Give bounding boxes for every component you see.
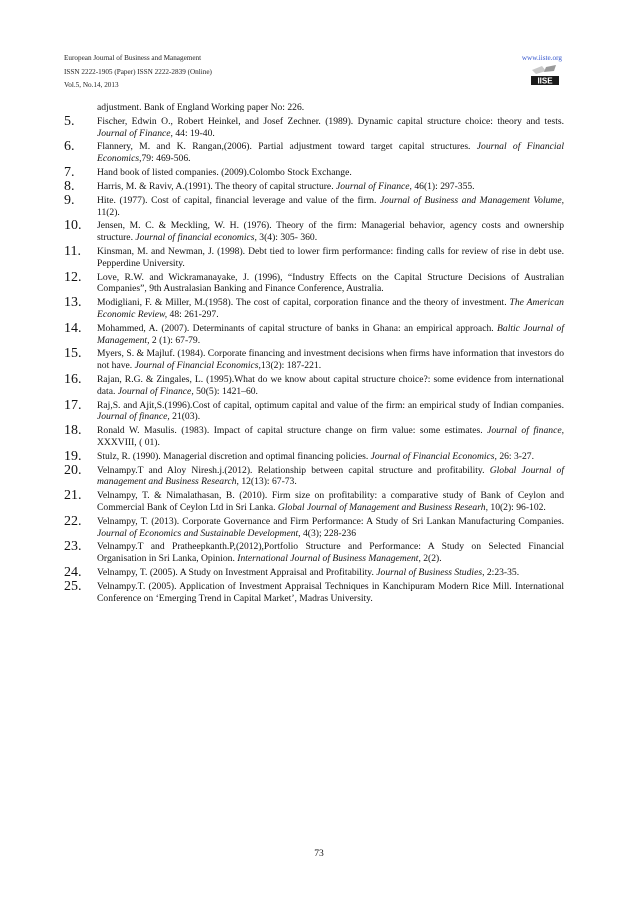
- reference-item: [64, 320, 565, 346]
- reference-source: Baltic Journal of Management,: [97, 322, 565, 346]
- reference-source: Journal of financial economics,: [135, 232, 257, 244]
- reference-source: The American Economic Review,: [97, 297, 564, 320]
- reference-item: [64, 348, 564, 371]
- logo-wing-shape-right: [544, 65, 556, 72]
- reference-text: Fischer, Edwin O., Robert Heinkel, and Josef Zechner. (1989). Dynamic capital structure choice: theory and tests.: [97, 115, 564, 127]
- reference-text: , 4(3); 228-236: [298, 527, 356, 539]
- reference-number: 18.: [64, 423, 82, 439]
- reference-text: Hite. (1977). Cost of capital, financial leverage and value of the firm.: [97, 194, 380, 206]
- reference-source: Journal of Financial Economics: [134, 360, 259, 372]
- reference-number: 15.: [64, 346, 82, 362]
- reference-text: Modigliani, F. & Miller, M.(1958). The cost of capital, corporation finance and the theory of investment.: [97, 297, 510, 309]
- reference-text: ,13(2): 187-221.: [258, 360, 322, 372]
- reference-text: , 12(13): 67-73.: [236, 476, 297, 488]
- reference-item: [64, 567, 564, 579]
- reference-text: adjustment. Bank of England Working paper No: 226.: [97, 102, 305, 113]
- reference-item: [64, 167, 564, 179]
- reference-text: Velnampy, T. & Nimalathasan, B. (2010). Firm size on profitability: a comparative study of Bank of Ceylon and Commercial Bank of Ceylon Ltd in Sri Lanka.: [97, 490, 564, 513]
- reference-number: 11.: [64, 244, 81, 260]
- iiste-logo: [530, 64, 560, 85]
- reference-text: Velnampy.T and Pratheepkanth.P,(2012),Portfolio Structure and Performance: A Study on Selected Financial Organisation in Sri Lanka, Opinion.: [97, 541, 564, 565]
- reference-text: Velnampy, T. (2005). A Study on Investment Appraisal and Profitability.: [97, 567, 377, 579]
- reference-number: 7.: [64, 165, 75, 181]
- logo-lettering: IISE: [537, 76, 553, 85]
- reference-item: [64, 513, 564, 539]
- logo-wing-shape: [532, 66, 546, 74]
- reference-text: , 2:23-35.: [482, 567, 520, 579]
- reference-source: Global Journal of Management and Business Researh,: [277, 501, 488, 513]
- reference-text: Kinsman, M. and Newman, J. (1998). Debt tied to lower firm performance: finding calls for review of rise in debt use. Pepperdine University.: [97, 246, 564, 269]
- reference-number: 14.: [64, 320, 82, 336]
- reference-number: 5.: [64, 113, 75, 129]
- reference-text: 26: 3-27.: [496, 450, 534, 462]
- reference-source: Journal of finance,: [487, 425, 564, 437]
- reference-item: [64, 102, 564, 114]
- reference-text: 48: 261-297.: [167, 308, 219, 320]
- reference-item: [64, 541, 564, 564]
- reference-item: [64, 141, 564, 164]
- reference-source: Global Journal of management and Business Research: [97, 464, 564, 488]
- reference-source: Journal of Financial Economics: [97, 141, 565, 165]
- reference-item: [64, 220, 564, 243]
- reference-source: Journal of Finance: [117, 385, 192, 397]
- reference-number: 25.: [64, 578, 82, 594]
- reference-text: Velnampy, T. (2013). Corporate Governance and Firm Performance: A Study of Sri Lankan Manufacturing Companies.: [97, 515, 564, 527]
- reference-item: [64, 113, 564, 139]
- reference-number: 20.: [64, 462, 82, 478]
- reference-text: 2 (1): 67-79.: [149, 334, 201, 346]
- reference-text: Hand book of listed companies. (2009).Colombo Stock Exchange.: [97, 167, 352, 179]
- reference-text: Myers, S. & Majluf. (1984). Corporate financing and investment decisions when firms have information that investors do not have.: [97, 348, 564, 372]
- reference-number: 23.: [64, 539, 82, 555]
- issn-line: ISSN 2222-1905 (Paper) ISSN 2222-2839 (Online): [64, 67, 212, 76]
- reference-text: 3(4): 305- 360.: [256, 232, 318, 244]
- reference-item: [64, 448, 564, 464]
- reference-number: 24.: [64, 565, 82, 581]
- reference-item: [64, 269, 564, 295]
- reference-item: [64, 246, 564, 269]
- reference-source: Journal of Business Studies: [376, 567, 483, 579]
- reference-text: 11(2).: [97, 206, 120, 218]
- reference-text: XXXVIII, ( 01).: [97, 436, 160, 448]
- journal-name: European Journal of Business and Management: [64, 54, 202, 62]
- reference-text: , 46(1): 297-355.: [409, 180, 475, 192]
- reference-number: 17.: [64, 397, 82, 413]
- reference-source: Journal of Financial Economics,: [370, 450, 497, 462]
- reference-number: 6.: [64, 139, 75, 155]
- reference-text: Velnampy.T and Aloy Niresh.j.(2012). Relationship between capital structure and profitability.: [97, 464, 490, 476]
- reference-text: 21(03).: [169, 411, 201, 423]
- reference-text: Love, R.W. and Wickramanayake, J. (1996), “Industry Effects on the Capital Structure Decisions of Australian Companies”, 9th Australasian Banking and Finance Conference, Australia.: [97, 271, 564, 295]
- reference-text: Velnampy.T. (2005). Application of Investment Appraisal Techniques in Kanchipuram Modern Rice Mill. International Conference on ‘Emerging Trend in Capital Market’, Madras University.: [97, 580, 564, 604]
- reference-source: Journal of Business and Management Volume,: [379, 194, 564, 206]
- reference-number: 21.: [64, 488, 82, 504]
- reference-number: 8.: [64, 178, 75, 194]
- reference-number: 10.: [64, 218, 82, 234]
- reference-text: , 2(2).: [418, 553, 442, 565]
- reference-text: Mohammed, A. (2007). Determinants of capital structure of banks in Ghana: an empirical approach.: [97, 322, 498, 334]
- reference-source: International Journal of Business Management: [237, 553, 419, 565]
- reference-number: 12.: [64, 269, 82, 285]
- reference-text: 10(2): 96-102.: [488, 501, 546, 513]
- reference-item: [64, 374, 564, 397]
- reference-item: [64, 462, 564, 488]
- reference-item: [64, 178, 564, 194]
- reference-item: [64, 192, 564, 218]
- reference-text: , 50(5): 1421–60.: [191, 385, 258, 397]
- reference-text: Flannery, M. and K. Rangan,(2006). Partial adjustment toward target capital structures.: [97, 141, 477, 153]
- reference-text: , 44: 19-40.: [170, 127, 215, 139]
- reference-item: [64, 297, 564, 320]
- reference-text: Stulz, R. (1990). Managerial discretion and optimal financing policies.: [97, 450, 371, 462]
- reference-text: ,79: 469-506.: [139, 153, 191, 165]
- reference-list: [64, 102, 564, 607]
- reference-source: Journal of Finance: [97, 127, 171, 139]
- reference-number: 22.: [64, 513, 82, 529]
- page-header: [64, 52, 212, 93]
- reference-text: Raj,S. and Ajit,S.(1996).Cost of capital, optimum capital and value of the firm: an empirical study of Indian companies.: [97, 399, 564, 411]
- page-number: 73: [314, 848, 324, 859]
- reference-number: 19.: [64, 448, 82, 464]
- reference-item: [64, 578, 564, 604]
- reference-item: [64, 397, 564, 423]
- reference-source: Journal of finance,: [97, 411, 170, 423]
- reference-item: [64, 490, 564, 513]
- website-link[interactable]: www.iiste.org: [521, 54, 562, 62]
- reference-text: Ronald W. Masulis. (1983). Impact of capital structure change on firm value: some estimates.: [97, 425, 488, 437]
- reference-text: Jensen, M. C. & Meckling, W. H. (1976). Theory of the firm: Managerial behavior, agency costs and ownership structure.: [97, 220, 564, 244]
- volume-line: Vol.5, No.14, 2013: [64, 81, 119, 90]
- reference-source: Journal of Economics and Sustainable Development: [97, 527, 299, 539]
- reference-text: Rajan, R.G. & Zingales, L. (1995).What do we know about capital structure choice?: some evidence from international data.: [97, 374, 564, 397]
- reference-number: 9.: [64, 192, 75, 208]
- reference-text: Harris, M. & Raviv, A.(1991). The theory of capital structure.: [97, 180, 336, 192]
- reference-source: Journal of Finance: [336, 180, 410, 192]
- reference-item: [64, 425, 564, 448]
- reference-number: 13.: [64, 295, 82, 311]
- reference-number: 16.: [64, 372, 82, 388]
